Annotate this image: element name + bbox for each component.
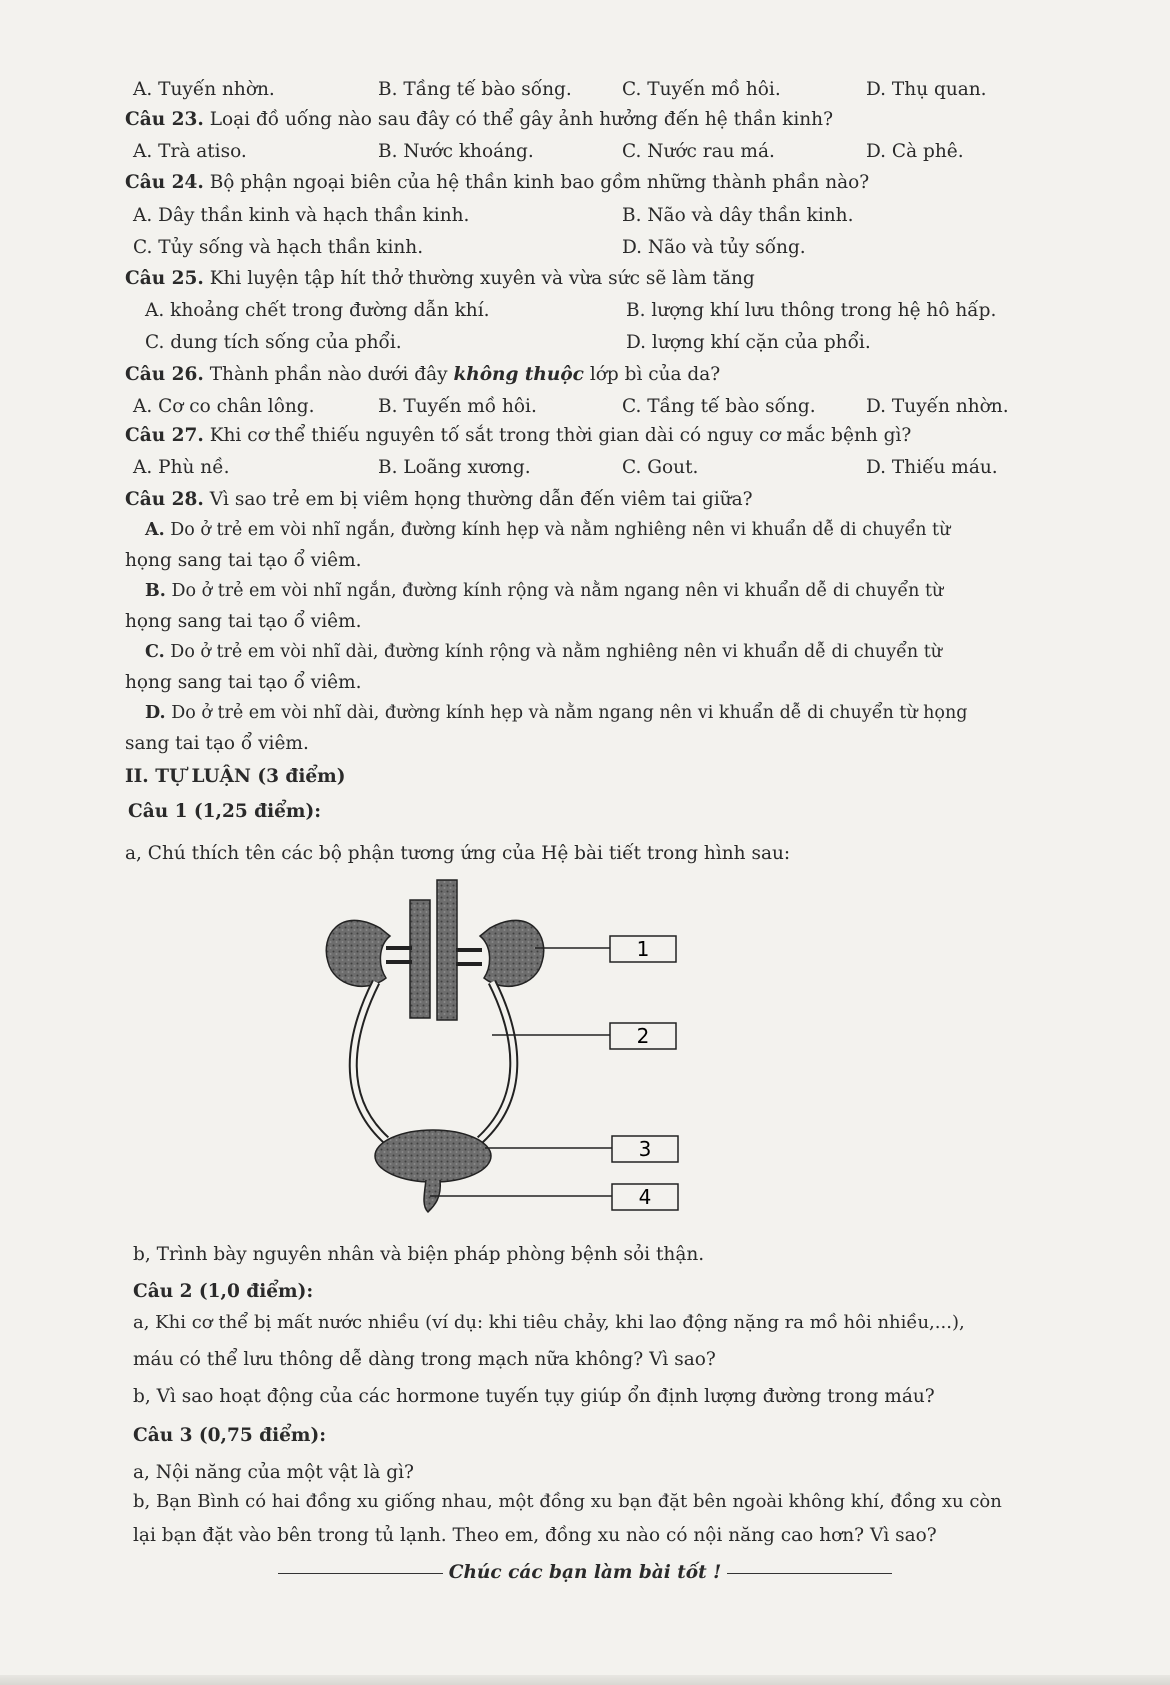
q27-option-c: C. Gout.: [622, 457, 699, 478]
vena-cava-vessel: [410, 900, 430, 1018]
q28-option-a-cont: họng sang tai tạo ổ viêm.: [125, 550, 362, 571]
q22-option-d: D. Thụ quan.: [866, 79, 987, 100]
aorta-vessel: [437, 880, 457, 1020]
q28-option-c-cont: họng sang tai tạo ổ viêm.: [125, 672, 362, 693]
kidney-left: [326, 920, 390, 986]
q27-option-b: B. Loãng xương.: [378, 457, 531, 478]
q25-option-a: A. khoảng chết trong đường dẫn khí.: [145, 300, 490, 321]
essay-question-1-title: Câu 1 (1,25 điểm):: [128, 801, 322, 822]
essay-question-1b: b, Trình bày nguyên nhân và biện pháp phòng bệnh sỏi thận.: [133, 1244, 705, 1265]
q22-option-a: A. Tuyến nhờn.: [133, 79, 275, 100]
essay-question-3-title: Câu 3 (0,75 điểm):: [133, 1425, 327, 1446]
question-27: Câu 27. Khi cơ thể thiếu nguyên tố sắt trong thời gian dài có nguy cơ mắc bệnh gì?: [125, 425, 912, 446]
q22-option-c: C. Tuyến mồ hôi.: [622, 79, 781, 100]
label-3: 3: [638, 1137, 652, 1161]
question-28: Câu 28. Vì sao trẻ em bị viêm họng thường dẫn đến viêm tai giữa?: [125, 489, 753, 510]
label-4: 4: [638, 1185, 652, 1209]
essay-question-2a-cont: máu có thể lưu thông dễ dàng trong mạch nữa không? Vì sao?: [133, 1349, 716, 1370]
q27-option-a: A. Phù nề.: [133, 457, 230, 478]
question-26: Câu 26. Thành phần nào dưới đây không thuộc lớp bì của da?: [125, 364, 721, 385]
essay-question-3b: b, Bạn Bình có hai đồng xu giống nhau, một đồng xu bạn đặt bên ngoài không khí, đồng xu còn: [133, 1491, 1002, 1512]
essay-question-3a: a, Nội năng của một vật là gì?: [133, 1462, 414, 1483]
q24-option-d: D. Não và tủy sống.: [622, 237, 806, 258]
q26-option-d: D. Tuyến nhờn.: [866, 396, 1009, 417]
section-title-essay: II. TỰ LUẬN (3 điểm): [125, 766, 346, 787]
q28-option-b: B. Do ở trẻ em vòi nhĩ ngắn, đường kính rộng và nằm ngang nên vi khuẩn dễ di chuyển từ: [145, 581, 944, 601]
q23-option-b: B. Nước khoáng.: [378, 141, 534, 162]
question-25: Câu 25. Khi luyện tập hít thở thường xuyên và vừa sức sẽ làm tăng: [125, 268, 755, 289]
q26-option-c: C. Tầng tế bào sống.: [622, 396, 816, 417]
q23-option-c: C. Nước rau má.: [622, 141, 775, 162]
closing-message: Chúc các bạn làm bài tốt !: [0, 1562, 1170, 1583]
q28-option-d: D. Do ở trẻ em vòi nhĩ dài, đường kính hẹp và nằm ngang nên vi khuẩn dễ di chuyển từ họng: [145, 703, 968, 723]
essay-question-3b-cont: lại bạn đặt vào bên trong tủ lạnh. Theo em, đồng xu nào có nội năng cao hơn? Vì sao?: [133, 1525, 937, 1546]
label-2: 2: [636, 1024, 650, 1048]
q22-option-b: B. Tầng tế bào sống.: [378, 79, 572, 100]
urinary-system-diagram: [320, 878, 700, 1218]
q25-option-c: C. dung tích sống của phổi.: [145, 332, 402, 353]
question-24: Câu 24. Bộ phận ngoại biên của hệ thần kinh bao gồm những thành phần nào?: [125, 172, 870, 193]
essay-question-2b: b, Vì sao hoạt động của các hormone tuyến tụy giúp ổn định lượng đường trong máu?: [133, 1386, 935, 1407]
essay-question-2-title: Câu 2 (1,0 điểm):: [133, 1281, 314, 1302]
scan-edge: [0, 1675, 1170, 1685]
q28-option-a: A. Do ở trẻ em vòi nhĩ ngắn, đường kính hẹp và nằm nghiêng nên vi khuẩn dễ di chuyển từ: [145, 520, 951, 540]
q26-option-b: B. Tuyến mồ hôi.: [378, 396, 537, 417]
q28-option-b-cont: họng sang tai tạo ổ viêm.: [125, 611, 362, 632]
q23-option-d: D. Cà phê.: [866, 141, 964, 162]
q26-option-a: A. Cơ co chân lông.: [133, 396, 315, 417]
q28-option-c: C. Do ở trẻ em vòi nhĩ dài, đường kính rộng và nằm nghiêng nên vi khuẩn dễ di chuyển từ: [145, 642, 942, 662]
question-23: Câu 23. Loại đồ uống nào sau đây có thể gây ảnh hưởng đến hệ thần kinh?: [125, 109, 833, 130]
essay-question-2a: a, Khi cơ thể bị mất nước nhiều (ví dụ: khi tiêu chảy, khi lao động nặng ra mồ hôi nhiều,...),: [133, 1312, 965, 1333]
q24-option-a: A. Dây thần kinh và hạch thần kinh.: [133, 205, 470, 226]
q25-option-b: B. lượng khí lưu thông trong hệ hô hấp.: [626, 300, 997, 321]
bladder: [375, 1130, 491, 1182]
q27-option-d: D. Thiếu máu.: [866, 457, 998, 478]
essay-question-1a: a, Chú thích tên các bộ phận tương ứng của Hệ bài tiết trong hình sau:: [125, 843, 791, 864]
label-1: 1: [636, 937, 650, 961]
q24-option-c: C. Tủy sống và hạch thần kinh.: [133, 237, 424, 258]
q28-option-d-cont: sang tai tạo ổ viêm.: [125, 733, 309, 754]
q25-option-d: D. lượng khí cặn của phổi.: [626, 332, 871, 353]
q24-option-b: B. Não và dây thần kinh.: [622, 205, 854, 226]
q23-option-a: A. Trà atiso.: [133, 141, 247, 162]
kidney-right: [480, 920, 544, 986]
